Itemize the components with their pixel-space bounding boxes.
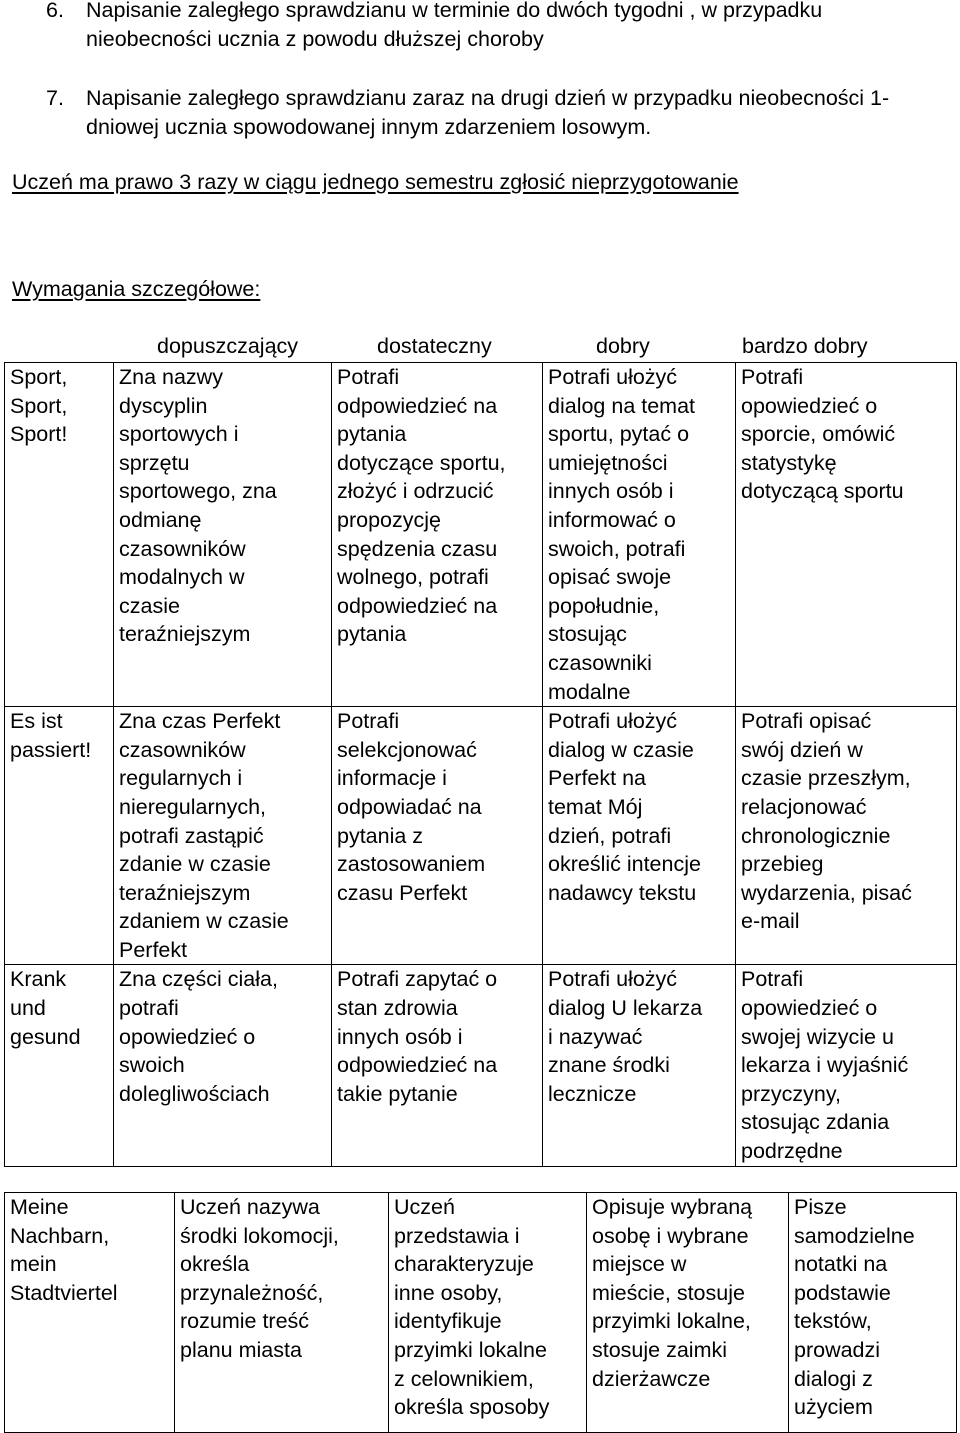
requirements-table-2 <box>4 1192 957 1433</box>
grade-cell: Zna czas Perfekt czasowników regularnych i nieregularnych, potrafi zastąpić zdanie w czasie teraźniejszym zdaniem w czasie Perfekt <box>114 707 332 965</box>
grade-cell: Uczeń przedstawia i charakteryzuje inne osoby, identyfikuje przyimki lokalne z celownikiem, określa sposoby <box>389 1193 587 1433</box>
grade-cell: Potrafi odpowiedzieć na pytania dotyczące sportu, złożyć i odrzucić propozycję spędzenia czasu wolnego, potrafi odpowiedzieć na pytania <box>332 363 543 707</box>
table-row <box>5 363 957 707</box>
grade-header-dostateczny: dostateczny <box>377 334 492 358</box>
grade-cell: Potrafi opowiedzieć o swojej wizycie u lekarza i wyjaśnić przyczyny, stosując zdania podrzędne <box>736 965 957 1166</box>
list-text: Napisanie zaległego sprawdzianu zaraz na drugi dzień w przypadku nieobecności 1-dniowej ucznia spowodowanej innym zdarzeniem losowym. <box>86 86 890 139</box>
list-number: 6. <box>46 0 64 22</box>
topic-cell: Sport, Sport, Sport! <box>5 363 114 707</box>
grade-header-dopuszczajacy: dopuszczający <box>157 334 299 358</box>
section-title: Wymagania szczegółowe: <box>12 277 261 301</box>
grade-cell: Uczeń nazywa środki lokomocji, określa przynależność, rozumie treść planu miasta <box>175 1193 389 1433</box>
topic-cell: Meine Nachbarn, mein Stadtviertel <box>5 1193 175 1433</box>
grade-cell: Pisze samodzielne notatki na podstawie tekstów, prowadzi dialogi z użyciem <box>789 1193 957 1433</box>
requirements-table <box>4 362 957 1167</box>
note-text: Uczeń ma prawo 3 razy w ciągu jednego semestru zgłosić nieprzygotowanie <box>12 170 739 194</box>
grade-cell: Zna części ciała, potrafi opowiedzieć o swoich dolegliwościach <box>114 965 332 1166</box>
grade-header-bardzo-dobry: bardzo dobry <box>742 334 868 358</box>
list-number: 7. <box>46 86 64 110</box>
grade-cell: Potrafi zapytać o stan zdrowia innych osób i odpowiedzieć na takie pytanie <box>332 965 543 1166</box>
grade-cell: Zna nazwy dyscyplin sportowych i sprzętu sportowego, zna odmianę czasowników modalnych w czasie teraźniejszym <box>114 363 332 707</box>
grade-cell: Potrafi opowiedzieć o sporcie, omówić statystykę dotyczącą sportu <box>736 363 957 707</box>
topic-cell: Krank und gesund <box>5 965 114 1166</box>
list-text: Napisanie zaległego sprawdzianu w terminie do dwóch tygodni , w przypadku nieobecności ucznia z powodu dłuższej choroby <box>86 0 823 51</box>
grade-cell: Potrafi ułożyć dialog U lekarza i nazywać znane środki lecznicze <box>543 965 736 1166</box>
grade-cell: Potrafi opisać swój dzień w czasie przeszłym, relacjonować chronologicznie przebieg wydarzenia, pisać e-mail <box>736 707 957 965</box>
grade-cell: Opisuje wybraną osobę i wybrane miejsce w mieście, stosuje przyimki lokalne, stosuje zaimki dzierżawcze <box>587 1193 789 1433</box>
grade-cell: Potrafi ułożyć dialog w czasie Perfekt na temat Mój dzień, potrafi określić intencje nadawcy tekstu <box>543 707 736 965</box>
grade-header-dobry: dobry <box>596 334 650 358</box>
table-row <box>5 965 957 1166</box>
table-row <box>5 707 957 965</box>
topic-cell: Es ist passiert! <box>5 707 114 965</box>
grade-cell: Potrafi selekcjonować informacje i odpowiadać na pytania z zastosowaniem czasu Perfekt <box>332 707 543 965</box>
grade-cell: Potrafi ułożyć dialog na temat sportu, pytać o umiejętności innych osób i informować o swoich, potrafi opisać swoje popołudnie, stosując czasowniki modalne <box>543 363 736 707</box>
table-row <box>5 1193 957 1433</box>
